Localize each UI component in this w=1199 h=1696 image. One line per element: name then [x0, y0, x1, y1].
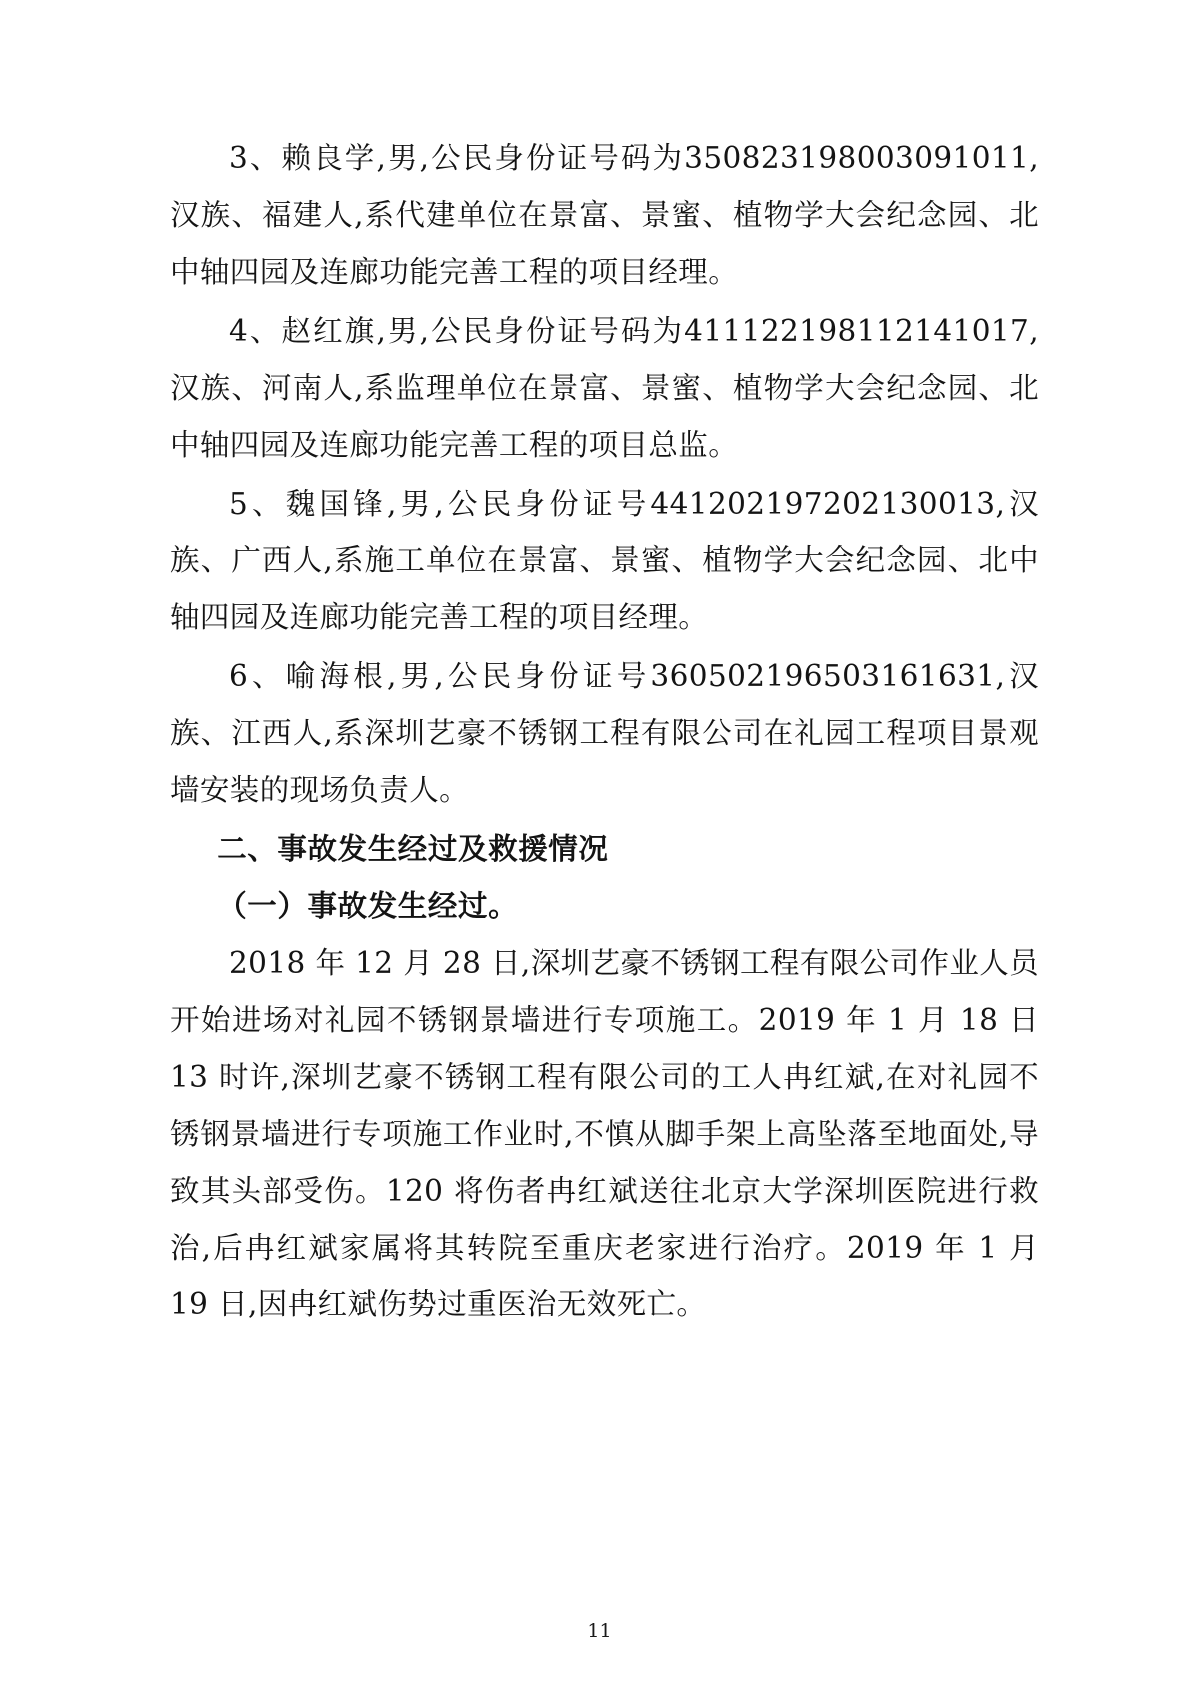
paragraph-person-5: 5、魏国锋,男,公民身份证号441202197202130013,汉族、广西人,系施工单位在景富、景蜜、植物学大会纪念园、北中轴四园及连廊功能完善工程的项目经理。 [170, 486, 1039, 635]
subsection-heading: （一）事故发生经过。 [217, 887, 519, 923]
section-heading: 二、事故发生经过及救援情况 [217, 831, 609, 867]
paragraph-person-6: 6、喻海根,男,公民身份证号360502196503161631,汉族、江西人,系深圳艺豪不锈钢工程有限公司在礼园工程项目景观墙安装的现场负责人。 [170, 659, 1039, 808]
paragraph-person-4: 4、赵红旗,男,公民身份证号码为411122198112141017,汉族、河南人,系监理单位在景富、景蜜、植物学大会纪念园、北中轴四园及连廊功能完善工程的项目总监。 [170, 313, 1039, 462]
paragraph-person-3: 3、赖良学,男,公民身份证号码为350823198003091011,汉族、福建人,系代建单位在景富、景蜜、植物学大会纪念园、北中轴四园及连廊功能完善工程的项目经理。 [170, 141, 1039, 289]
paragraph-accident-narrative: 2018 年 12 月 28 日,深圳艺豪不锈钢工程有限公司作业人员开始进场对礼园不锈钢景墙进行专项施工。2019 年 1 月 18 日 13 时许,深圳艺豪不锈钢工程有限公司的工人冉红斌,在对礼园不锈钢景墙进行专项施工作业时,不慎从脚手架上高坠落至地面处,导致其头部受伤。120 将伤者冉红斌送往北京大学深圳医院进行救治,后冉红斌家属将其转院至重庆老家进行治疗。2019 年 1 月 19 日,因冉红斌伤势过重医治无效死亡。 [170, 945, 1040, 1322]
document-body [170, 130, 1039, 1333]
page-number: 11 [587, 1620, 612, 1642]
